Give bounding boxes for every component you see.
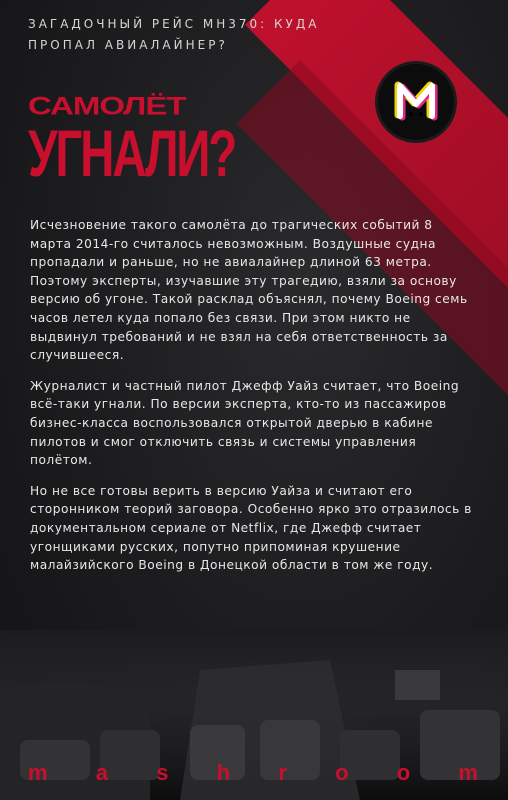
brand-letter: o	[396, 760, 411, 785]
paragraph-3: Но не все готовы верить в версию Уайза и считают его сторонником теорий заговора. Особенно ярко это отразилось в документальном сериале от Netflix, где Джефф считает угонщиками русских, попутно припоминая крушение малайзийского Boeing в Донецкой области в том же году.	[30, 483, 472, 573]
brand-letter: m	[28, 760, 48, 785]
paragraph-2: Журналист и частный пилот Джефф Уайз считает, что Boeing всё-таки угнали. По версии эксперта, кто-то из пассажиров бизнес-класса воспользовался открытой дверью в кабине пилотов и смог отключить связь и системы управления полётом.	[30, 378, 460, 468]
brand-letter: s	[156, 760, 169, 785]
mash-m-logo-icon	[394, 76, 438, 124]
brand-letter: r	[278, 760, 287, 785]
brand-letter: m	[458, 760, 478, 785]
paragraph-1: Исчезновение такого самолёта до трагических событий 8 марта 2014-го считалось невозможным. Воздушные судна пропадали и раньше, но не авиалайнер длиной 63 метра. Поэтому эксперты, изучавшие эту трагедию, взяли за основу версию об угоне. Такой расклад объяснял, почему Boeing семь часов летел куда попало без связи. При этом никто не выдвинул требований и не взял на себя ответственность за случившееся.	[30, 218, 468, 363]
brand-letter: h	[216, 760, 231, 785]
article-body	[30, 216, 472, 587]
headline-line-1: САМОЛЁТ	[28, 92, 186, 120]
kicker-title: ЗАГАДОЧНЫЙ РЕЙС MH370: КУДА ПРОПАЛ АВИАЛАЙНЕР?	[28, 17, 320, 52]
brand-letter: a	[95, 760, 109, 785]
brand-wordmark[interactable]	[0, 760, 508, 786]
headline-line-2: УГНАЛИ?	[28, 116, 236, 190]
brand-letter: o	[335, 760, 349, 785]
